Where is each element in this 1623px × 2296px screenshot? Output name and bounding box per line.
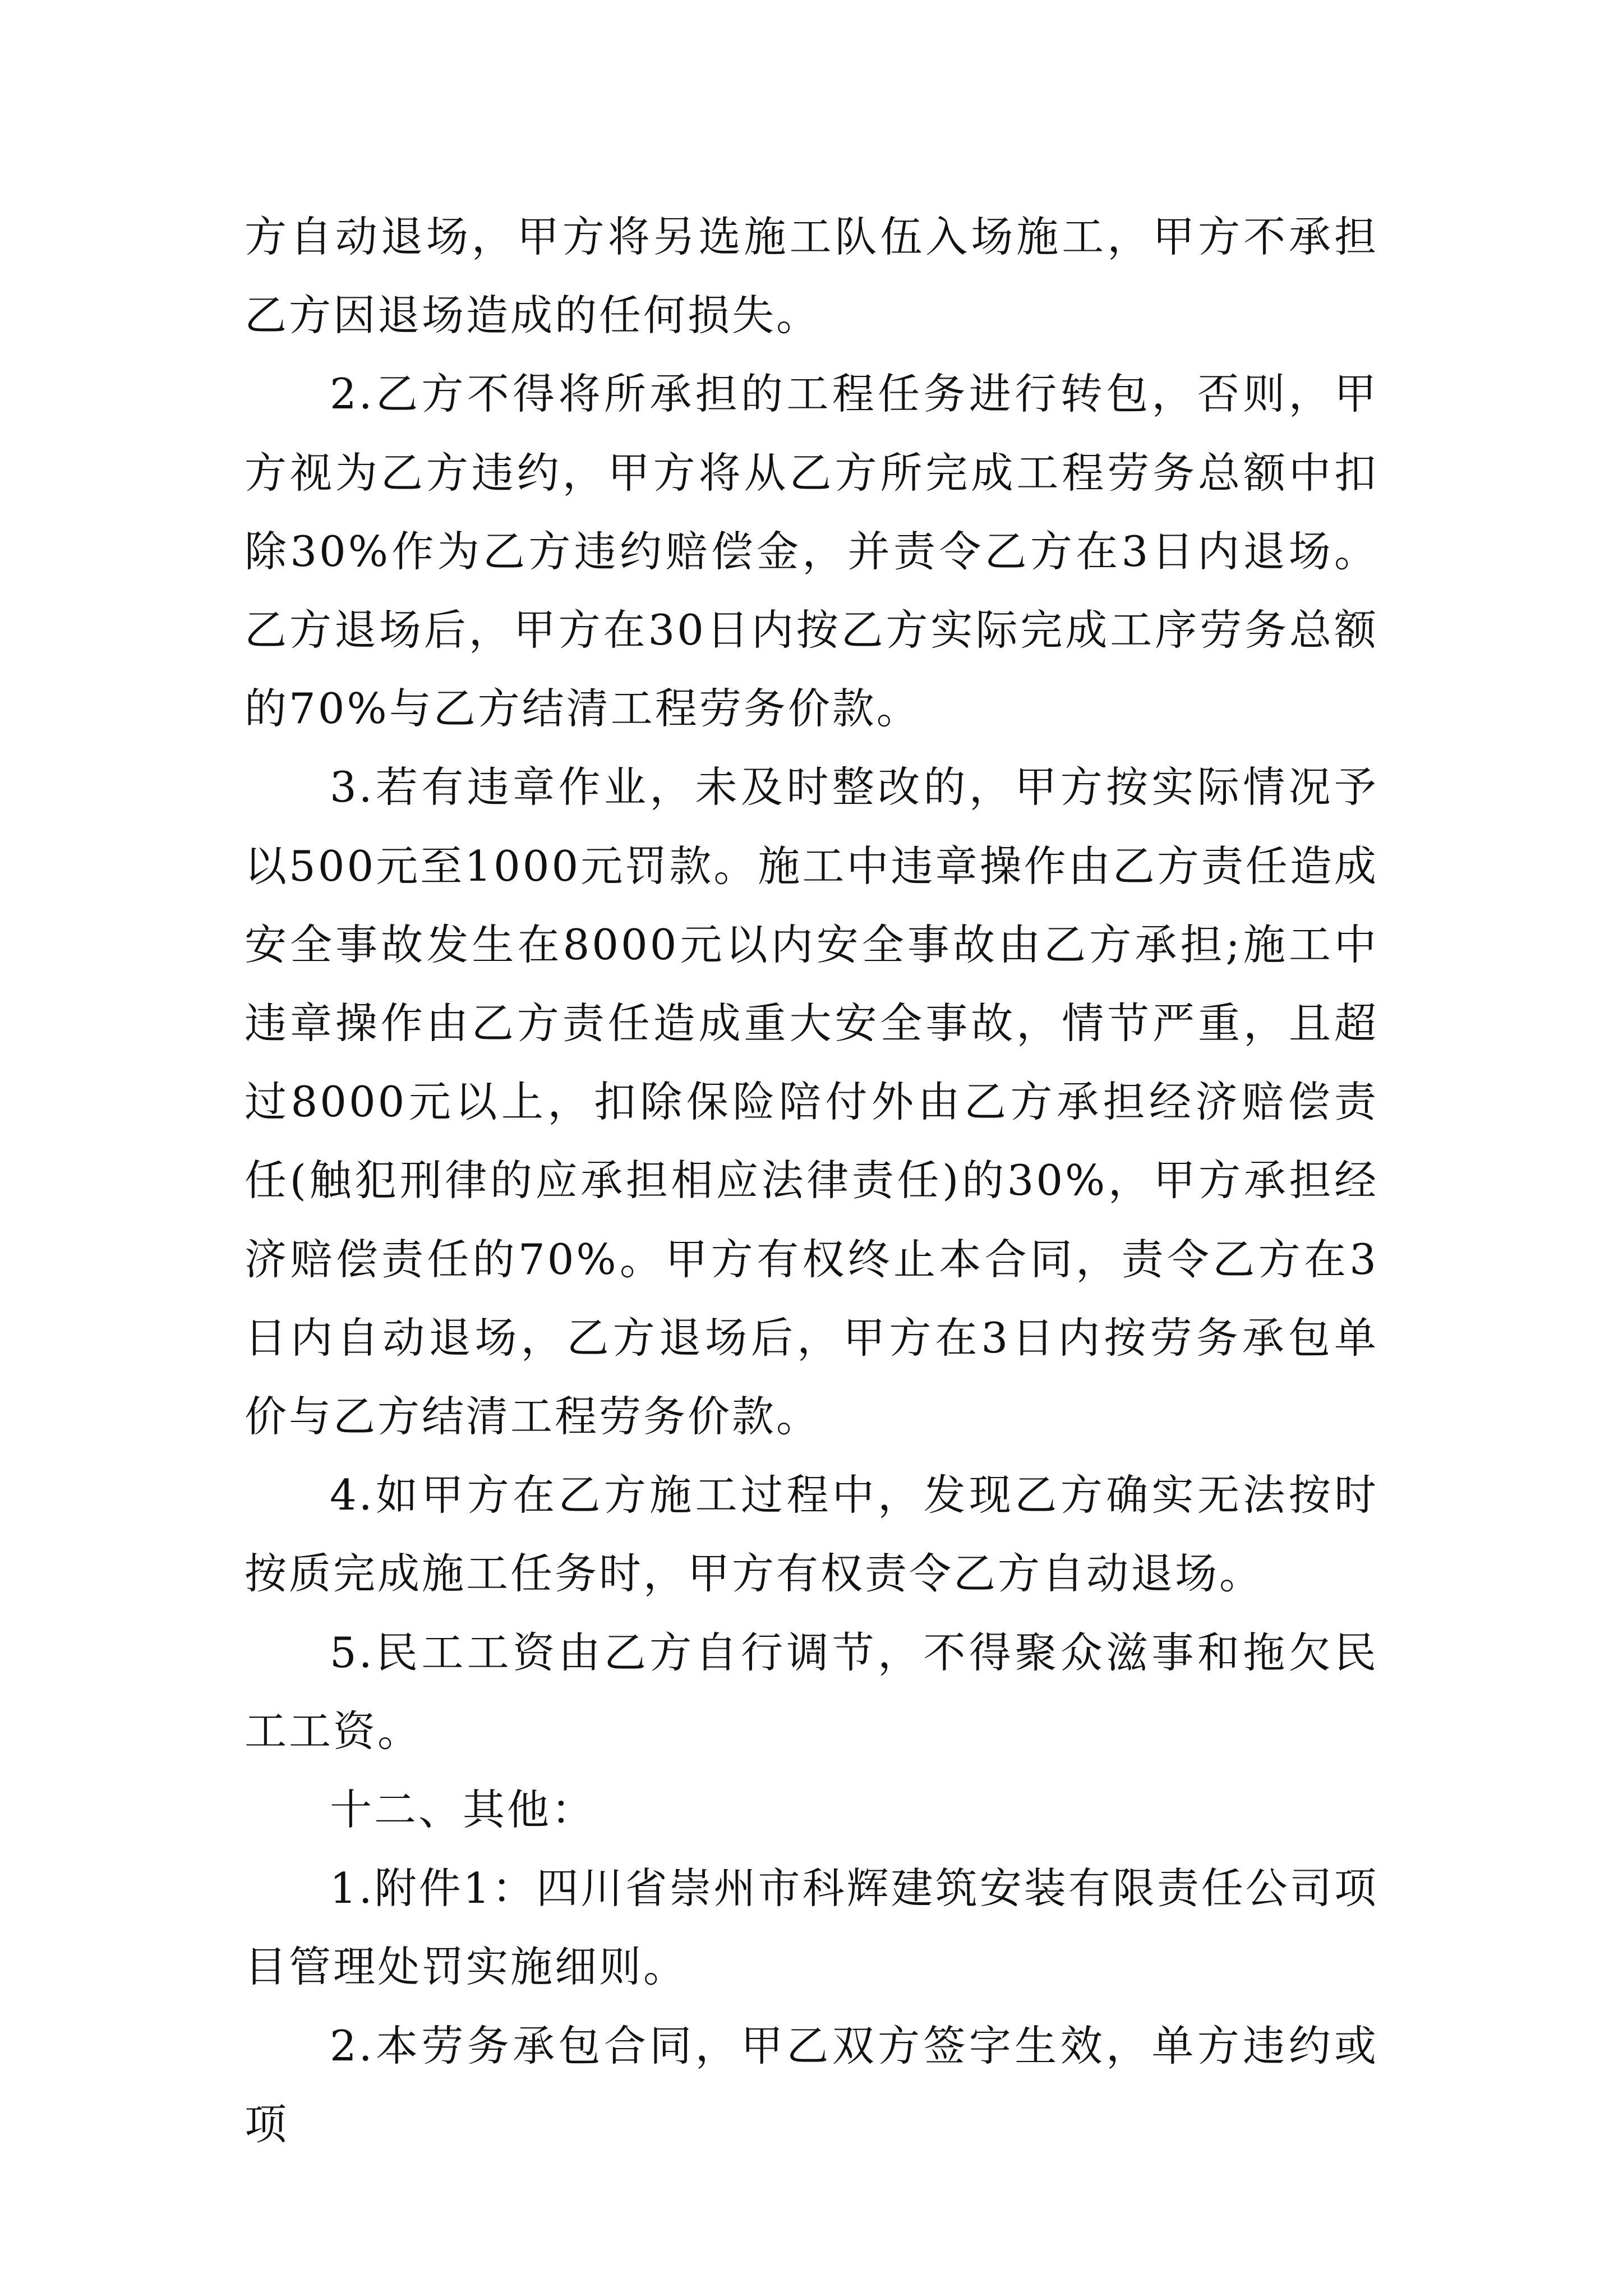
paragraph-continued: 方自动退场，甲方将另选施工队伍入场施工，甲方不承担乙方因退场造成的任何损失。 [245,212,1378,341]
paragraph-clause-5: 5.民工工资由乙方自行调节，不得聚众滋事和拖欠民工工资。 [245,1627,1378,1756]
paragraph-clause-3: 3.若有违章作业，未及时整改的，甲方按实际情况予以500元至1000元罚款。施工中违章操作由乙方责任造成安全事故发生在8000元以内安全事故由乙方承担;施工中违章操作由乙方责任造成重大安全事故，情节严重，且超过8000元以上，扣除保险陪付外由乙方承担经济赔偿责任(触犯刑律的应承担相应法律责任)的30%，甲方承担经济赔偿责任的70%。甲方有权终止本合同，责令乙方在3日内自动退场，乙方退场后，甲方在3日内按劳务承包单价与乙方结清工程劳务价款。 [245,762,1378,1442]
paragraph-contract-effect: 2.本劳务承包合同，甲乙双方签字生效，单方违约或项 [245,2021,1378,2149]
contract-body-text [245,197,1378,2164]
paragraph-clause-2: 2.乙方不得将所承担的工程任务进行转包，否则，甲方视为乙方违约，甲方将从乙方所完成工程劳务总额中扣除30%作为乙方违约赔偿金，并责令乙方在3日内退场。乙方退场后，甲方在30日内按乙方实际完成工序劳务总额的70%与乙方结清工程劳务价款。 [245,369,1378,734]
section-heading-other: 十二、其他： [330,1785,596,1835]
paragraph-attachment-1: 1.附件1：四川省崇州市科辉建筑安装有限责任公司项目管理处罚实施细则。 [245,1864,1378,1992]
paragraph-clause-4: 4.如甲方在乙方施工过程中，发现乙方确实无法按时按质完成施工任务时，甲方有权责令乙方自动退场。 [245,1470,1378,1599]
